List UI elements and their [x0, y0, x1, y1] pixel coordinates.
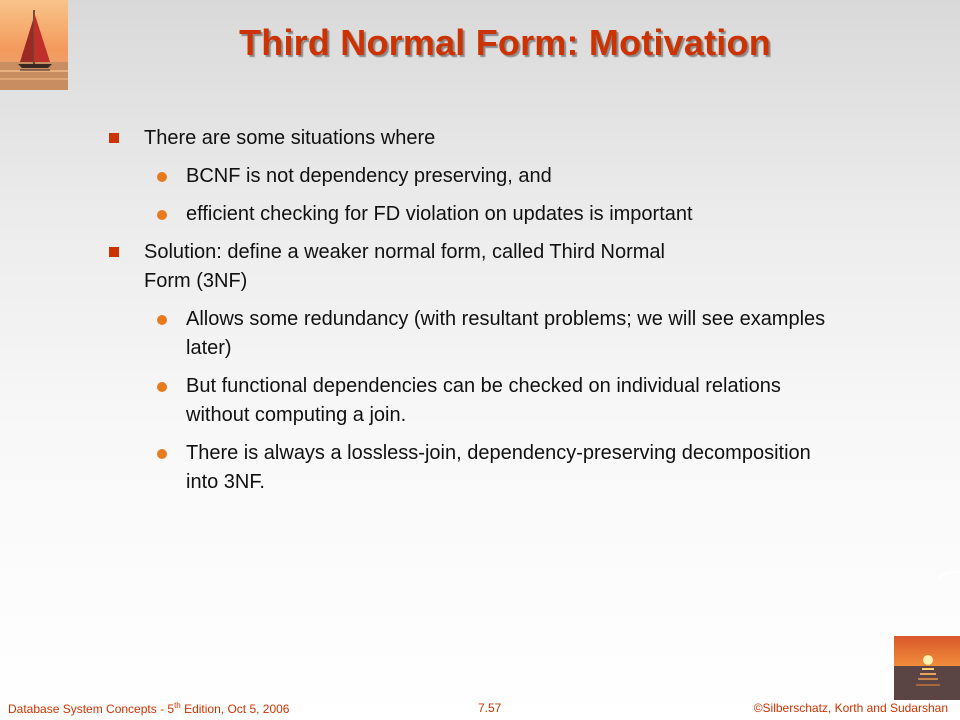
round-bullet-icon [157, 315, 167, 325]
sub-bullet-item [186, 372, 826, 430]
slide-content [108, 124, 828, 506]
bullet-text: Solution: define a weaker normal form, called Third Normal Form (3NF) [144, 241, 665, 292]
sunset-logo-icon [894, 636, 960, 700]
bullet-item [108, 238, 704, 296]
footer-course-info [8, 701, 289, 719]
sub-bullet-text: There is always a lossless-join, dependency-preserving decomposition into 3NF. [186, 442, 811, 493]
round-bullet-icon [157, 172, 167, 182]
bullet-text: There are some situations where [144, 127, 436, 149]
sub-bullet-text: Allows some redundancy (with resultant problems; we will see examples later) [186, 308, 826, 359]
bullet-item [108, 124, 828, 153]
sub-bullet-text: But functional dependencies can be checked on individual relations without computing a join. [186, 375, 781, 426]
decorative-curve-icon [936, 570, 960, 580]
sub-bullet-text: efficient checking for FD violation on updates is important [186, 203, 693, 225]
square-bullet-icon [109, 133, 119, 143]
footer-left-prefix: Database System Concepts - 5 [8, 702, 175, 716]
round-bullet-icon [157, 382, 167, 392]
round-bullet-icon [157, 210, 167, 220]
square-bullet-icon [109, 247, 119, 257]
sub-bullet-item [186, 305, 826, 363]
slide-title: Third Normal Form: Motivation [239, 22, 771, 63]
footer-left-suffix: Edition, Oct 5, 2006 [180, 702, 290, 716]
round-bullet-icon [157, 449, 167, 459]
sub-bullet-item [186, 439, 826, 497]
sub-bullet-item [186, 200, 826, 229]
sub-bullet-text: BCNF is not dependency preserving, and [186, 165, 552, 187]
footer-copyright: ©Silberschatz, Korth and Sudarshan [753, 701, 948, 715]
footer-left-sup: th [174, 701, 181, 710]
page-number: 7.57 [478, 701, 502, 715]
sub-bullet-item [186, 162, 826, 191]
